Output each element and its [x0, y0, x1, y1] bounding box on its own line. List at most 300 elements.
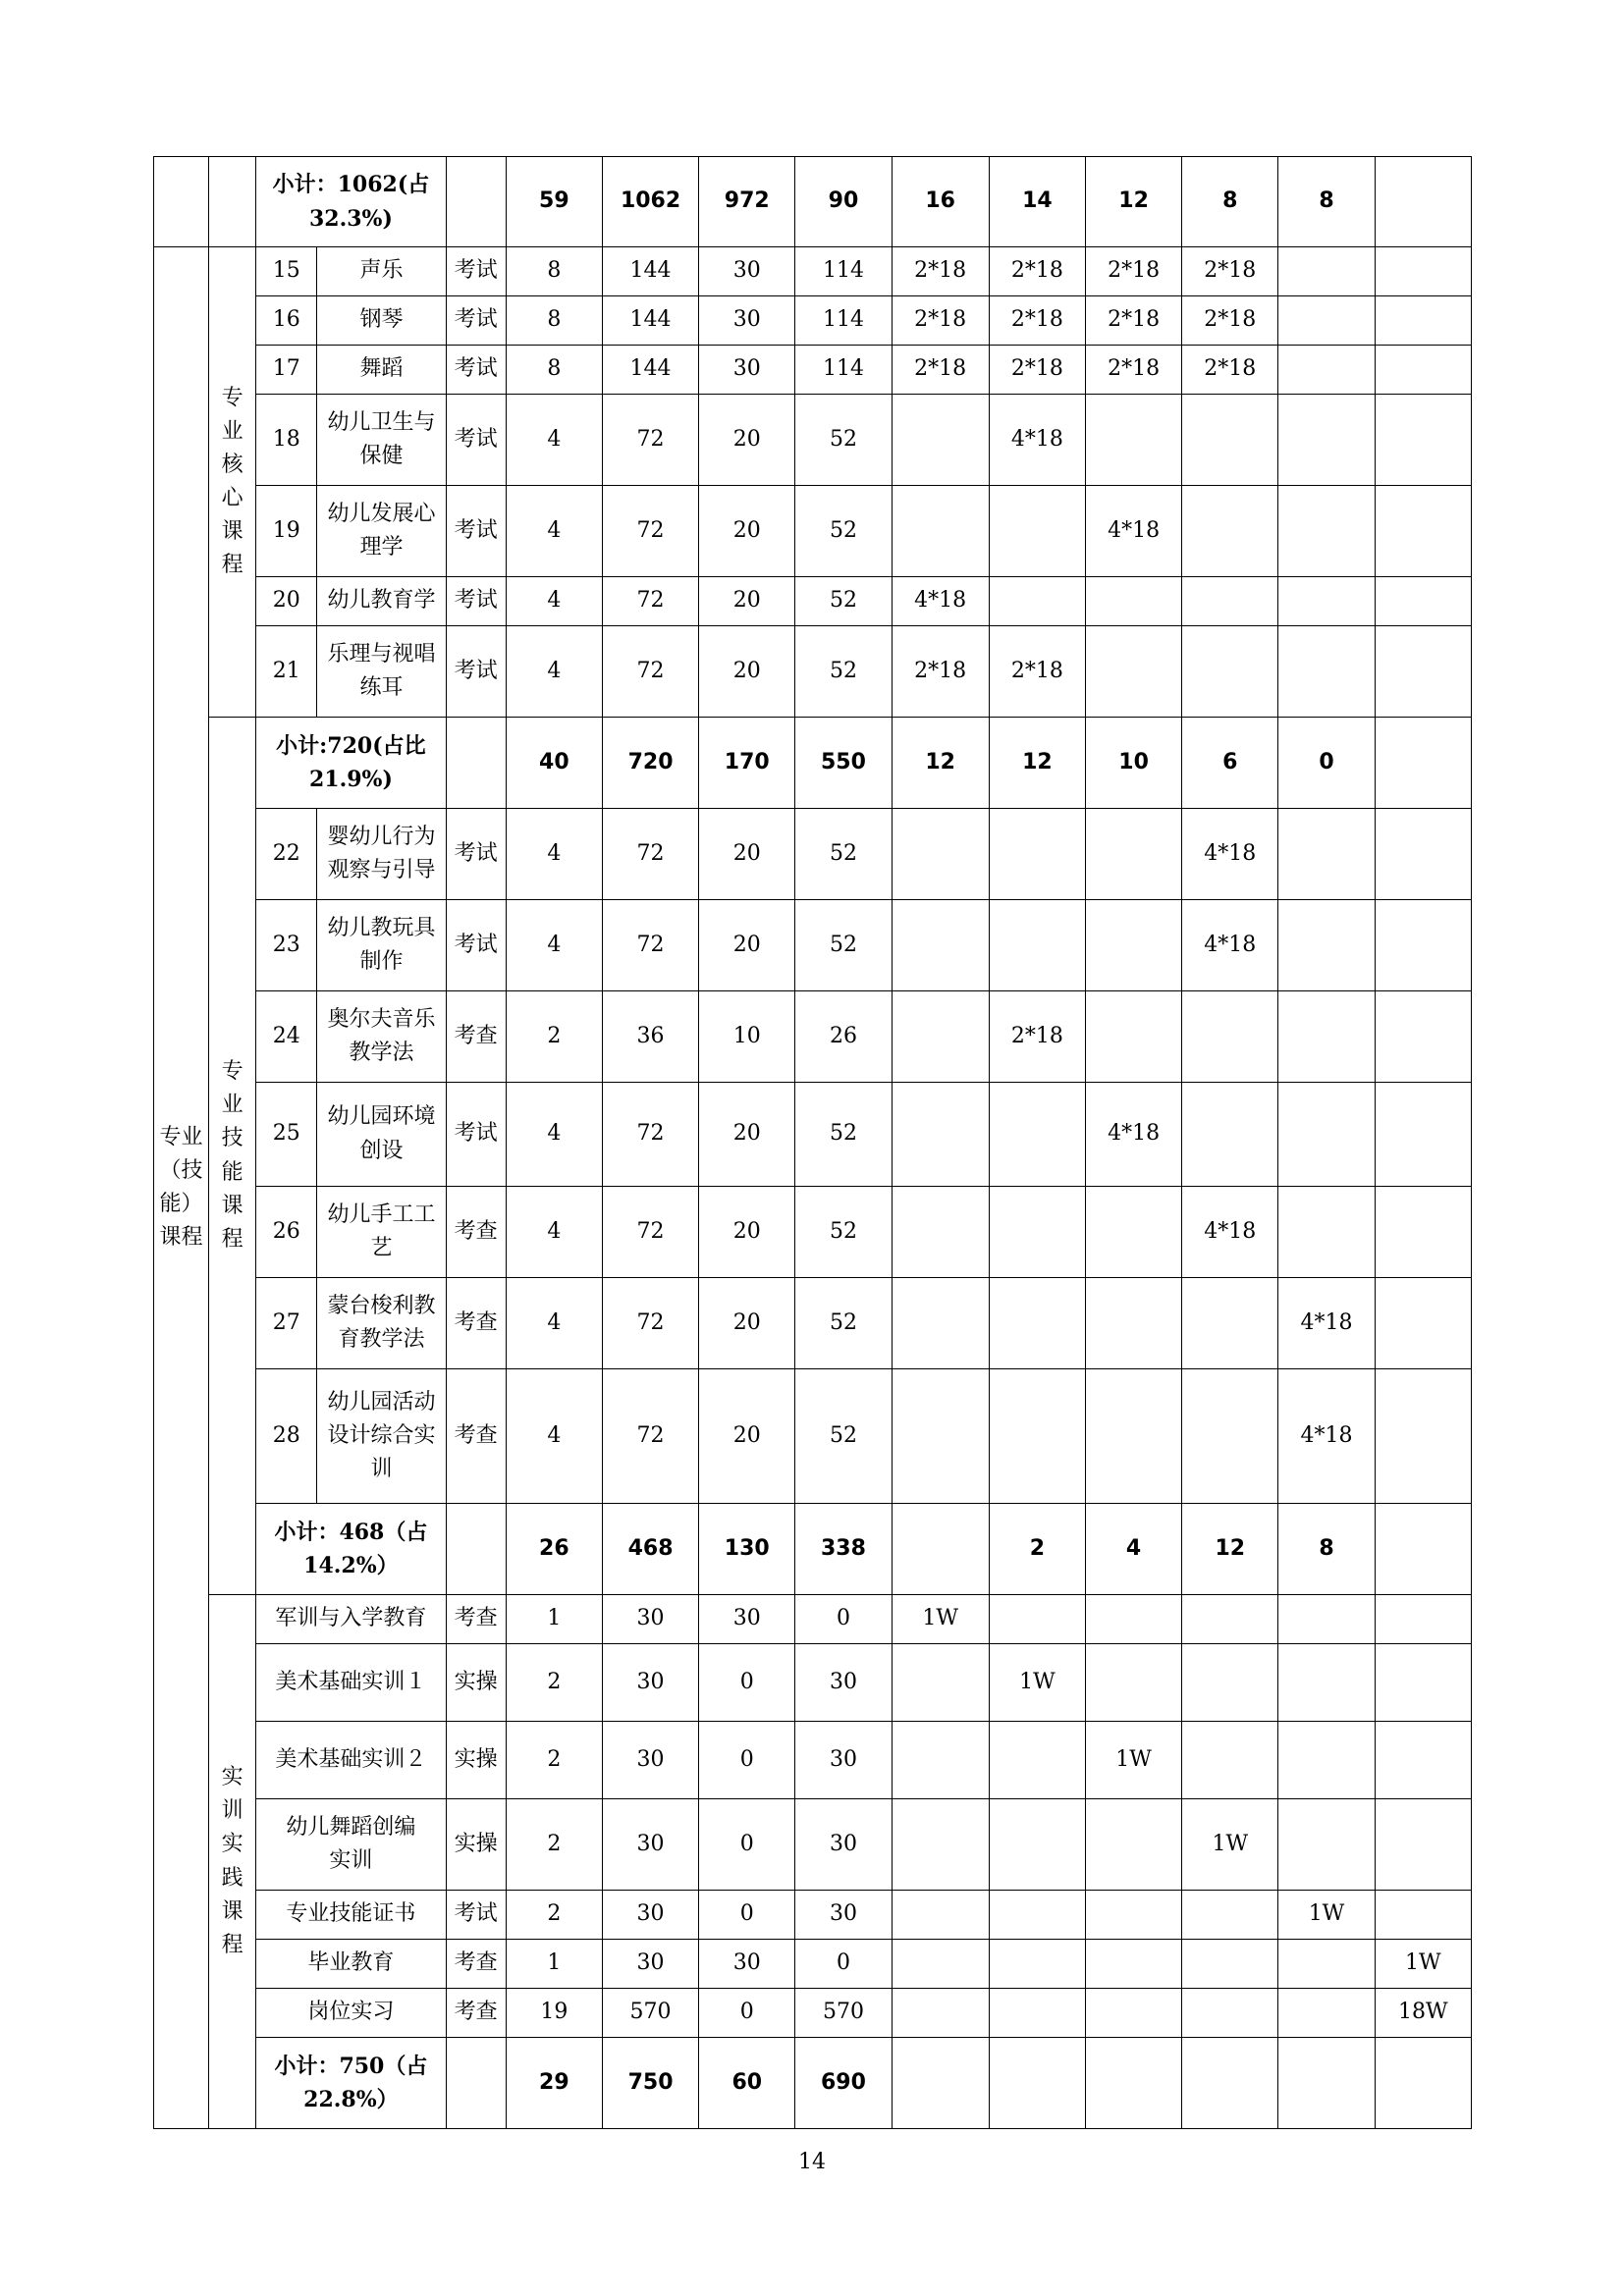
hours-value-cell: 72 [602, 900, 698, 991]
blank-cell [209, 157, 256, 247]
semester-hours-cell [989, 809, 1085, 900]
semester-hours-cell [1085, 809, 1181, 900]
semester-hours-cell [1278, 1722, 1375, 1799]
semester-hours-cell [1278, 1940, 1375, 1989]
blank-cell [446, 157, 506, 247]
semester-hours-cell [1375, 1799, 1471, 1891]
semester-hours-cell [1375, 395, 1471, 486]
hours-value-cell: 52 [795, 577, 892, 626]
blank-cell [446, 1504, 506, 1595]
semester-hours-cell: 4*18 [1182, 1187, 1278, 1278]
semester-hours-cell: 2*18 [989, 247, 1085, 296]
hours-value-cell: 19 [506, 1989, 602, 2038]
hours-value-cell: 36 [602, 991, 698, 1083]
course-name: 岗位实习 [256, 1989, 446, 2038]
hours-value-cell: 90 [795, 157, 892, 247]
course-name: 乐理与视唱练耳 [317, 626, 446, 718]
semester-hours-cell [1182, 991, 1278, 1083]
semester-hours-cell [1375, 1722, 1471, 1799]
blank-cell [154, 157, 209, 247]
hours-value-cell: 72 [602, 1187, 698, 1278]
semester-hours-cell: 14 [989, 157, 1085, 247]
semester-hours-cell [1278, 1799, 1375, 1891]
semester-hours-cell [1278, 346, 1375, 395]
semester-hours-cell [1085, 1891, 1181, 1940]
hours-value-cell: 30 [795, 1644, 892, 1722]
semester-hours-cell [1278, 991, 1375, 1083]
hours-value-cell: 72 [602, 1278, 698, 1369]
course-name: 幼儿舞蹈创编实训 [256, 1799, 446, 1891]
course-row [154, 1083, 1472, 1187]
major-category-label: 专业 （技 能） 课程 [154, 247, 209, 2129]
semester-hours-cell [1375, 1504, 1471, 1595]
hours-value-cell: 690 [795, 2038, 892, 2129]
hours-value-cell: 30 [699, 346, 795, 395]
practice-row [154, 1644, 1472, 1722]
semester-hours-cell: 16 [892, 157, 989, 247]
semester-hours-cell: 4*18 [1278, 1369, 1375, 1504]
hours-value-cell: 0 [699, 1644, 795, 1722]
semester-hours-cell: 2*18 [1085, 247, 1181, 296]
hours-value-cell: 20 [699, 1187, 795, 1278]
semester-hours-cell: 2*18 [989, 626, 1085, 718]
hours-value-cell: 4 [506, 626, 602, 718]
semester-hours-cell [1182, 1722, 1278, 1799]
assessment-type: 考试 [446, 900, 506, 991]
assessment-type: 考查 [446, 1989, 506, 2038]
hours-value-cell: 30 [602, 1891, 698, 1940]
semester-hours-cell [1375, 296, 1471, 346]
hours-value-cell: 2 [506, 1891, 602, 1940]
assessment-type: 考试 [446, 809, 506, 900]
semester-hours-cell [1085, 2038, 1181, 2129]
hours-value-cell: 72 [602, 1369, 698, 1504]
semester-hours-cell [1375, 1891, 1471, 1940]
course-number: 22 [256, 809, 317, 900]
semester-hours-cell [1278, 577, 1375, 626]
course-name: 专业技能证书 [256, 1891, 446, 1940]
hours-value-cell: 60 [699, 2038, 795, 2129]
hours-value-cell: 30 [699, 1940, 795, 1989]
assessment-type: 考试 [446, 626, 506, 718]
semester-hours-cell: 0 [1278, 718, 1375, 809]
semester-hours-cell [1375, 346, 1471, 395]
assessment-type: 实操 [446, 1799, 506, 1891]
course-number: 15 [256, 247, 317, 296]
hours-value-cell: 20 [699, 486, 795, 577]
hours-value-cell: 144 [602, 346, 698, 395]
hours-value-cell: 30 [795, 1722, 892, 1799]
hours-value-cell: 720 [602, 718, 698, 809]
hours-value-cell: 8 [506, 296, 602, 346]
semester-hours-cell [1375, 1083, 1471, 1187]
hours-value-cell: 4 [506, 395, 602, 486]
practice-row [154, 1595, 1472, 1644]
semester-hours-cell: 1W [1182, 1799, 1278, 1891]
course-number: 23 [256, 900, 317, 991]
semester-hours-cell [989, 1799, 1085, 1891]
hours-value-cell: 170 [699, 718, 795, 809]
hours-value-cell: 570 [602, 1989, 698, 2038]
semester-hours-cell: 2*18 [989, 296, 1085, 346]
hours-value-cell: 72 [602, 486, 698, 577]
semester-hours-cell [892, 1799, 989, 1891]
semester-hours-cell: 12 [1085, 157, 1181, 247]
semester-hours-cell [1278, 2038, 1375, 2129]
hours-value-cell: 52 [795, 1278, 892, 1369]
semester-hours-cell [1182, 395, 1278, 486]
semester-hours-cell: 4*18 [1085, 486, 1181, 577]
semester-hours-cell [989, 1187, 1085, 1278]
course-number: 20 [256, 577, 317, 626]
semester-hours-cell [1278, 247, 1375, 296]
core-group-label: 专 业 核 心 课 程 [209, 247, 256, 718]
semester-hours-cell [1375, 1644, 1471, 1722]
hours-value-cell: 20 [699, 626, 795, 718]
semester-hours-cell [1375, 991, 1471, 1083]
course-number: 18 [256, 395, 317, 486]
hours-value-cell: 52 [795, 395, 892, 486]
hours-value-cell: 130 [699, 1504, 795, 1595]
semester-hours-cell [989, 1891, 1085, 1940]
semester-hours-cell: 2*18 [892, 247, 989, 296]
course-name: 幼儿发展心理学 [317, 486, 446, 577]
course-name: 军训与入学教育 [256, 1595, 446, 1644]
semester-hours-cell: 8 [1182, 157, 1278, 247]
practice-group-label: 实 训 实 践 课 程 [209, 1595, 256, 2129]
course-schedule-table [153, 156, 1472, 2129]
semester-hours-cell [989, 486, 1085, 577]
semester-hours-cell [892, 1083, 989, 1187]
semester-hours-cell [1375, 1278, 1471, 1369]
semester-hours-cell [1278, 296, 1375, 346]
semester-hours-cell [1375, 900, 1471, 991]
semester-hours-cell: 1W [989, 1644, 1085, 1722]
semester-hours-cell [989, 577, 1085, 626]
semester-hours-cell [989, 900, 1085, 991]
subtotal-row [154, 1504, 1472, 1595]
semester-hours-cell [1278, 1989, 1375, 2038]
hours-value-cell: 2 [506, 1644, 602, 1722]
hours-value-cell: 30 [602, 1799, 698, 1891]
hours-value-cell: 0 [699, 1799, 795, 1891]
semester-hours-cell [892, 809, 989, 900]
semester-hours-cell: 2*18 [892, 346, 989, 395]
semester-hours-cell [989, 1369, 1085, 1504]
assessment-type: 考试 [446, 247, 506, 296]
semester-hours-cell [1278, 900, 1375, 991]
hours-value-cell: 2 [506, 1799, 602, 1891]
semester-hours-cell [989, 1595, 1085, 1644]
subtotal-row [154, 718, 1472, 809]
hours-value-cell: 0 [795, 1595, 892, 1644]
semester-hours-cell [989, 1083, 1085, 1187]
skill-group-label: 专 业 技 能 课 程 [209, 718, 256, 1595]
course-row [154, 626, 1472, 718]
hours-value-cell: 30 [699, 296, 795, 346]
hours-value-cell: 72 [602, 626, 698, 718]
semester-hours-cell [892, 2038, 989, 2129]
semester-hours-cell [892, 1644, 989, 1722]
semester-hours-cell: 8 [1278, 1504, 1375, 1595]
course-name: 幼儿教玩具制作 [317, 900, 446, 991]
course-number: 16 [256, 296, 317, 346]
semester-hours-cell [892, 1187, 989, 1278]
hours-value-cell: 29 [506, 2038, 602, 2129]
course-row [154, 991, 1472, 1083]
hours-value-cell: 114 [795, 247, 892, 296]
hours-value-cell: 26 [795, 991, 892, 1083]
semester-hours-cell: 4*18 [892, 577, 989, 626]
semester-hours-cell [1375, 157, 1471, 247]
course-name: 奥尔夫音乐教学法 [317, 991, 446, 1083]
semester-hours-cell [1375, 577, 1471, 626]
hours-value-cell: 72 [602, 809, 698, 900]
hours-value-cell: 72 [602, 1083, 698, 1187]
course-row [154, 1187, 1472, 1278]
hours-value-cell: 570 [795, 1989, 892, 2038]
subtotal-row [154, 2038, 1472, 2129]
course-number: 17 [256, 346, 317, 395]
hours-value-cell: 972 [699, 157, 795, 247]
semester-hours-cell: 6 [1182, 718, 1278, 809]
semester-hours-cell [1085, 1187, 1181, 1278]
semester-hours-cell [1085, 1799, 1181, 1891]
semester-hours-cell: 2*18 [989, 346, 1085, 395]
semester-hours-cell: 2*18 [989, 991, 1085, 1083]
semester-hours-cell [892, 1369, 989, 1504]
practice-row [154, 1722, 1472, 1799]
hours-value-cell: 52 [795, 1369, 892, 1504]
hours-value-cell: 0 [699, 1891, 795, 1940]
hours-value-cell: 52 [795, 1187, 892, 1278]
hours-value-cell: 72 [602, 395, 698, 486]
semester-hours-cell [1182, 2038, 1278, 2129]
semester-hours-cell: 2*18 [1182, 247, 1278, 296]
subtotal-label: 小计：1062(占32.3%) [256, 157, 446, 247]
course-number: 19 [256, 486, 317, 577]
assessment-type: 考查 [446, 991, 506, 1083]
semester-hours-cell [1375, 1369, 1471, 1504]
hours-value-cell: 40 [506, 718, 602, 809]
semester-hours-cell [892, 1504, 989, 1595]
hours-value-cell: 144 [602, 296, 698, 346]
semester-hours-cell: 4*18 [989, 395, 1085, 486]
course-name: 美术基础实训２ [256, 1722, 446, 1799]
course-name: 幼儿卫生与保健 [317, 395, 446, 486]
semester-hours-cell [1375, 247, 1471, 296]
semester-hours-cell [1085, 1278, 1181, 1369]
assessment-type: 考查 [446, 1595, 506, 1644]
course-row [154, 296, 1472, 346]
semester-hours-cell [1085, 1940, 1181, 1989]
course-name: 幼儿手工工艺 [317, 1187, 446, 1278]
semester-hours-cell: 18W [1375, 1989, 1471, 2038]
course-row [154, 577, 1472, 626]
subtotal-label: 小计：468（占14.2%） [256, 1504, 446, 1595]
course-number: 25 [256, 1083, 317, 1187]
semester-hours-cell [1375, 626, 1471, 718]
hours-value-cell: 2 [506, 1722, 602, 1799]
hours-value-cell: 72 [602, 577, 698, 626]
course-name: 蒙台梭利教育教学法 [317, 1278, 446, 1369]
semester-hours-cell [892, 1989, 989, 2038]
course-name: 幼儿园环境创设 [317, 1083, 446, 1187]
semester-hours-cell: 8 [1278, 157, 1375, 247]
semester-hours-cell: 1W [892, 1595, 989, 1644]
semester-hours-cell: 2*18 [892, 296, 989, 346]
hours-value-cell: 4 [506, 577, 602, 626]
hours-value-cell: 4 [506, 486, 602, 577]
course-name: 婴幼儿行为观察与引导 [317, 809, 446, 900]
course-row [154, 1369, 1472, 1504]
hours-value-cell: 20 [699, 900, 795, 991]
assessment-type: 实操 [446, 1644, 506, 1722]
semester-hours-cell: 4*18 [1182, 809, 1278, 900]
hours-value-cell: 20 [699, 1278, 795, 1369]
hours-value-cell: 52 [795, 900, 892, 991]
semester-hours-cell [1278, 1595, 1375, 1644]
course-name: 美术基础实训１ [256, 1644, 446, 1722]
semester-hours-cell: 10 [1085, 718, 1181, 809]
course-name: 舞蹈 [317, 346, 446, 395]
hours-value-cell: 20 [699, 1369, 795, 1504]
hours-value-cell: 114 [795, 346, 892, 395]
semester-hours-cell: 2*18 [1182, 296, 1278, 346]
hours-value-cell: 8 [506, 346, 602, 395]
course-name: 幼儿园活动设计综合实训 [317, 1369, 446, 1504]
hours-value-cell: 144 [602, 247, 698, 296]
hours-value-cell: 0 [699, 1989, 795, 2038]
semester-hours-cell [1375, 2038, 1471, 2129]
semester-hours-cell [892, 900, 989, 991]
hours-value-cell: 30 [795, 1799, 892, 1891]
semester-hours-cell [1182, 1891, 1278, 1940]
hours-value-cell: 338 [795, 1504, 892, 1595]
semester-hours-cell [1375, 1187, 1471, 1278]
semester-hours-cell: 4 [1085, 1504, 1181, 1595]
semester-hours-cell: 4*18 [1278, 1278, 1375, 1369]
semester-hours-cell [892, 1940, 989, 1989]
semester-hours-cell [1182, 1369, 1278, 1504]
hours-value-cell: 20 [699, 809, 795, 900]
hours-value-cell: 550 [795, 718, 892, 809]
semester-hours-cell [1085, 395, 1181, 486]
semester-hours-cell [1278, 486, 1375, 577]
semester-hours-cell [892, 486, 989, 577]
semester-hours-cell [1182, 1940, 1278, 1989]
semester-hours-cell [892, 991, 989, 1083]
practice-row [154, 1940, 1472, 1989]
semester-hours-cell [1278, 1083, 1375, 1187]
hours-value-cell: 20 [699, 395, 795, 486]
page-number: 14 [798, 2150, 826, 2174]
subtotal-label: 小计：750（占22.8%） [256, 2038, 446, 2129]
semester-hours-cell [1278, 395, 1375, 486]
semester-hours-cell [989, 1278, 1085, 1369]
blank-cell [446, 718, 506, 809]
hours-value-cell: 4 [506, 1187, 602, 1278]
assessment-type: 考查 [446, 1369, 506, 1504]
assessment-type: 考试 [446, 346, 506, 395]
practice-row [154, 1799, 1472, 1891]
hours-value-cell: 20 [699, 1083, 795, 1187]
semester-hours-cell: 2 [989, 1504, 1085, 1595]
semester-hours-cell: 4*18 [1182, 900, 1278, 991]
hours-value-cell: 10 [699, 991, 795, 1083]
semester-hours-cell [1182, 1083, 1278, 1187]
course-row [154, 247, 1472, 296]
semester-hours-cell [1375, 486, 1471, 577]
semester-hours-cell [1182, 486, 1278, 577]
course-number: 27 [256, 1278, 317, 1369]
practice-row [154, 1989, 1472, 2038]
semester-hours-cell [989, 1989, 1085, 2038]
semester-hours-cell: 2*18 [892, 626, 989, 718]
course-name: 声乐 [317, 247, 446, 296]
hours-value-cell: 0 [795, 1940, 892, 1989]
hours-value-cell: 30 [602, 1722, 698, 1799]
assessment-type: 考试 [446, 296, 506, 346]
semester-hours-cell [989, 1722, 1085, 1799]
semester-hours-cell [1085, 1989, 1181, 2038]
semester-hours-cell [1278, 809, 1375, 900]
semester-hours-cell: 1W [1278, 1891, 1375, 1940]
blank-cell [446, 2038, 506, 2129]
semester-hours-cell: 12 [989, 718, 1085, 809]
semester-hours-cell: 4*18 [1085, 1083, 1181, 1187]
hours-value-cell: 30 [699, 247, 795, 296]
semester-hours-cell [892, 395, 989, 486]
assessment-type: 考查 [446, 1278, 506, 1369]
course-row [154, 1278, 1472, 1369]
semester-hours-cell [892, 1278, 989, 1369]
assessment-type: 考试 [446, 1083, 506, 1187]
semester-hours-cell [1182, 1595, 1278, 1644]
hours-value-cell: 4 [506, 1083, 602, 1187]
hours-value-cell: 30 [795, 1891, 892, 1940]
assessment-type: 考试 [446, 486, 506, 577]
hours-value-cell: 4 [506, 809, 602, 900]
semester-hours-cell [1182, 1989, 1278, 2038]
hours-value-cell: 468 [602, 1504, 698, 1595]
semester-hours-cell [1085, 1369, 1181, 1504]
course-name: 幼儿教育学 [317, 577, 446, 626]
hours-value-cell: 1062 [602, 157, 698, 247]
assessment-type: 考试 [446, 577, 506, 626]
hours-value-cell: 30 [699, 1595, 795, 1644]
course-number: 26 [256, 1187, 317, 1278]
semester-hours-cell: 2*18 [1085, 346, 1181, 395]
semester-hours-cell [1278, 1644, 1375, 1722]
course-row [154, 809, 1472, 900]
semester-hours-cell [1278, 1187, 1375, 1278]
practice-row [154, 1891, 1472, 1940]
hours-value-cell: 26 [506, 1504, 602, 1595]
semester-hours-cell: 2*18 [1182, 346, 1278, 395]
semester-hours-cell [1375, 1595, 1471, 1644]
hours-value-cell: 30 [602, 1595, 698, 1644]
course-number: 21 [256, 626, 317, 718]
course-row [154, 346, 1472, 395]
semester-hours-cell: 12 [892, 718, 989, 809]
semester-hours-cell [1085, 1644, 1181, 1722]
semester-hours-cell [892, 1722, 989, 1799]
assessment-type: 实操 [446, 1722, 506, 1799]
semester-hours-cell [1085, 577, 1181, 626]
assessment-type: 考试 [446, 1891, 506, 1940]
semester-hours-cell: 2*18 [1085, 296, 1181, 346]
